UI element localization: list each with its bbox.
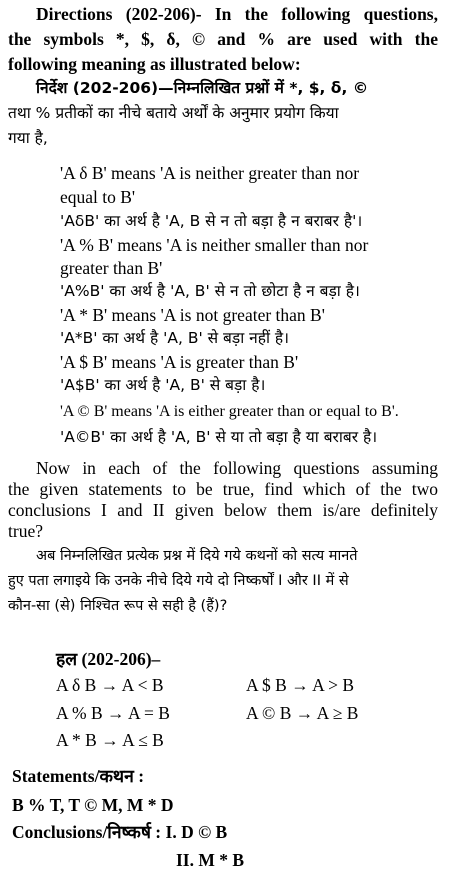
statement: B % T, T © M, M * D (12, 795, 174, 815)
definition-line: 'A $ B' means 'A is greater than B' (60, 352, 299, 372)
solution-rule: A δ B → A < B (56, 675, 164, 695)
directions-line: following meaning as illustrated below: (8, 54, 301, 74)
instruction-line: Now in each of the following questions assuming (36, 458, 438, 478)
solution-rule: A % B → A = B (56, 703, 170, 723)
directions-hindi-line: निर्देश (202-206)—निम्नलिखित प्रश्नों में *, $, δ, © (36, 79, 369, 97)
directions-hindi-line: गया है, (8, 129, 48, 147)
conclusion-2: II. M * B (176, 850, 245, 870)
solution-rule: A $ B → A > B (246, 675, 355, 695)
definition-line: 'A % B' means 'A is neither smaller than nor (60, 235, 369, 255)
definition-hindi-line: 'A*B' का अर्थ है 'A, B' से बड़ा नहीं है। (60, 329, 290, 347)
solution-rule: A © B → A ≥ B (246, 703, 359, 723)
instruction-line: the given statements to be true, find which of the two (8, 479, 438, 499)
directions-hindi-line: तथा % प्रतीकों का नीचे बताये अर्थों के अनुमार प्रयोग किया (8, 104, 339, 122)
definition-hindi-line: 'A©B' का अर्थ है 'A, B' से या तो बड़ा है या बराबर है। (60, 428, 378, 446)
solution-heading: हल (202-206)– (56, 649, 161, 669)
definition-hindi-line: 'A%B' का अर्थ है 'A, B' से न तो छोटा है न बड़ा है। (60, 282, 360, 300)
definition-line: 'A δ B' means 'A is neither greater than nor (60, 163, 360, 183)
definition-hindi-line: 'AδB' का अर्थ है 'A, B से न तो बड़ा है न बराबर है'। (60, 212, 363, 230)
solution-rule: A * B → A ≤ B (56, 730, 164, 750)
statements-label: Statements/कथन : (12, 766, 145, 786)
definition-line: equal to B' (60, 187, 136, 207)
instruction-line: conclusions I and II given below them is/are definitely (8, 500, 438, 520)
instruction-line: true? (8, 521, 43, 541)
definition-hindi-line: 'A$B' का अर्थ है 'A, B' से बड़ा है। (60, 376, 266, 394)
directions-line: the symbols *, $, δ, © and % are used with the (8, 29, 438, 49)
instruction-hindi-line: कौन-सा (से) निश्चित रूप से सही है (हैं)? (8, 598, 228, 614)
conclusions-label: Conclusions/निष्कर्ष : (12, 822, 166, 842)
instruction-hindi-line: हुए पता लगाइये कि उनके नीचे दिये गये दो निष्कर्षों I और II में से (8, 573, 349, 589)
instruction-hindi-line: अब निम्नलिखित प्रत्येक प्रश्न में दिये गये कथनों को सत्य मानते (36, 548, 358, 564)
definition-line: greater than B' (60, 258, 163, 278)
definition-line: 'A * B' means 'A is not greater than B' (60, 305, 325, 325)
definition-line: 'A © B' means 'A is either greater than or equal to B'. (60, 403, 399, 420)
conclusions-row (12, 822, 227, 842)
conclusion-1: I. D © B (165, 822, 228, 842)
directions-line: Directions (202-206)- In the following questions, (36, 4, 438, 24)
